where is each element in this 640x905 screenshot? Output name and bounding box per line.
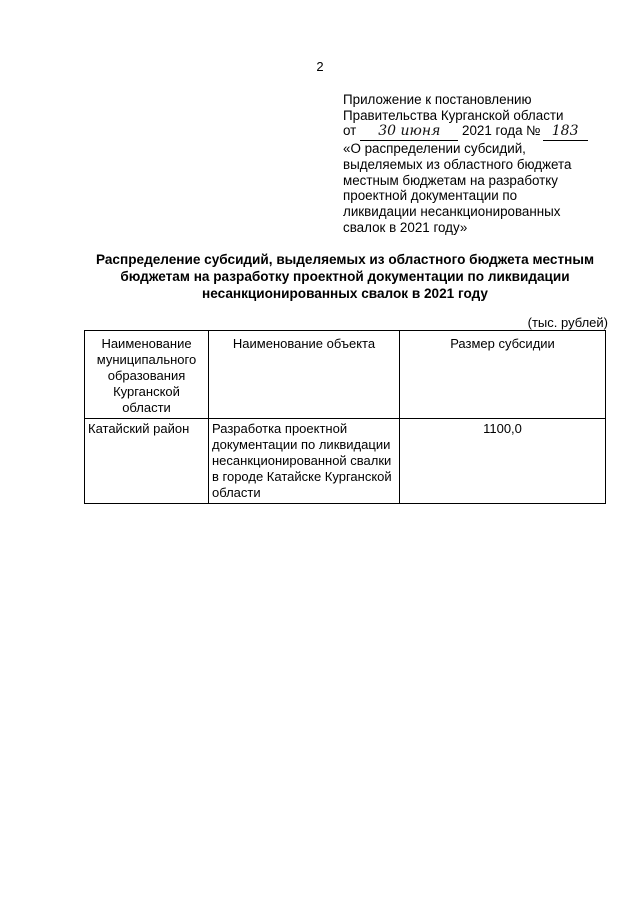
unit-note: (тыс. рублей) bbox=[527, 315, 608, 330]
header-object: Наименование объекта bbox=[209, 331, 400, 419]
appendix-block bbox=[343, 92, 593, 235]
decree-line: ликвидации несанкционированных bbox=[343, 203, 561, 219]
header-municipality: Наименование муниципального образования Курганской области bbox=[85, 331, 209, 419]
table-row bbox=[85, 419, 606, 504]
decree-line: «О распределении субсидий, bbox=[343, 141, 526, 157]
cell-amount: 1100,0 bbox=[400, 419, 606, 504]
decree-line: проектной документации по bbox=[343, 188, 518, 204]
appendix-line-2: Правительства Курганской области bbox=[343, 107, 564, 123]
page-number: 2 bbox=[316, 59, 324, 74]
appendix-date-line bbox=[343, 123, 593, 141]
decree-line: свалок в 2021 году» bbox=[343, 219, 468, 235]
header-amount: Размер субсидии bbox=[400, 331, 606, 419]
handwritten-number: 183 bbox=[551, 123, 579, 140]
decree-line: местным бюджетам на разработку bbox=[343, 172, 558, 188]
handwritten-date: 30 июня bbox=[378, 123, 441, 140]
appendix-line-1: Приложение к постановлению bbox=[343, 92, 532, 107]
document-title: Распределение субсидий, выделяемых из областного бюджета местным бюджетам на разработку проектной документации по ликвидации несанкционированных свалок в 2021 году bbox=[95, 252, 594, 301]
cell-object: Разработка проектной документации по ликвидации несанкционированной свалки в городе Катайске Курганской области bbox=[209, 419, 400, 504]
decree-line: выделяемых из областного бюджета bbox=[343, 156, 572, 172]
subsidy-table bbox=[84, 330, 606, 504]
year-text: 2021 года № bbox=[462, 123, 541, 139]
cell-municipality: Катайский район bbox=[85, 419, 209, 504]
from-prefix: от bbox=[343, 123, 357, 139]
table-header-row bbox=[85, 331, 606, 419]
